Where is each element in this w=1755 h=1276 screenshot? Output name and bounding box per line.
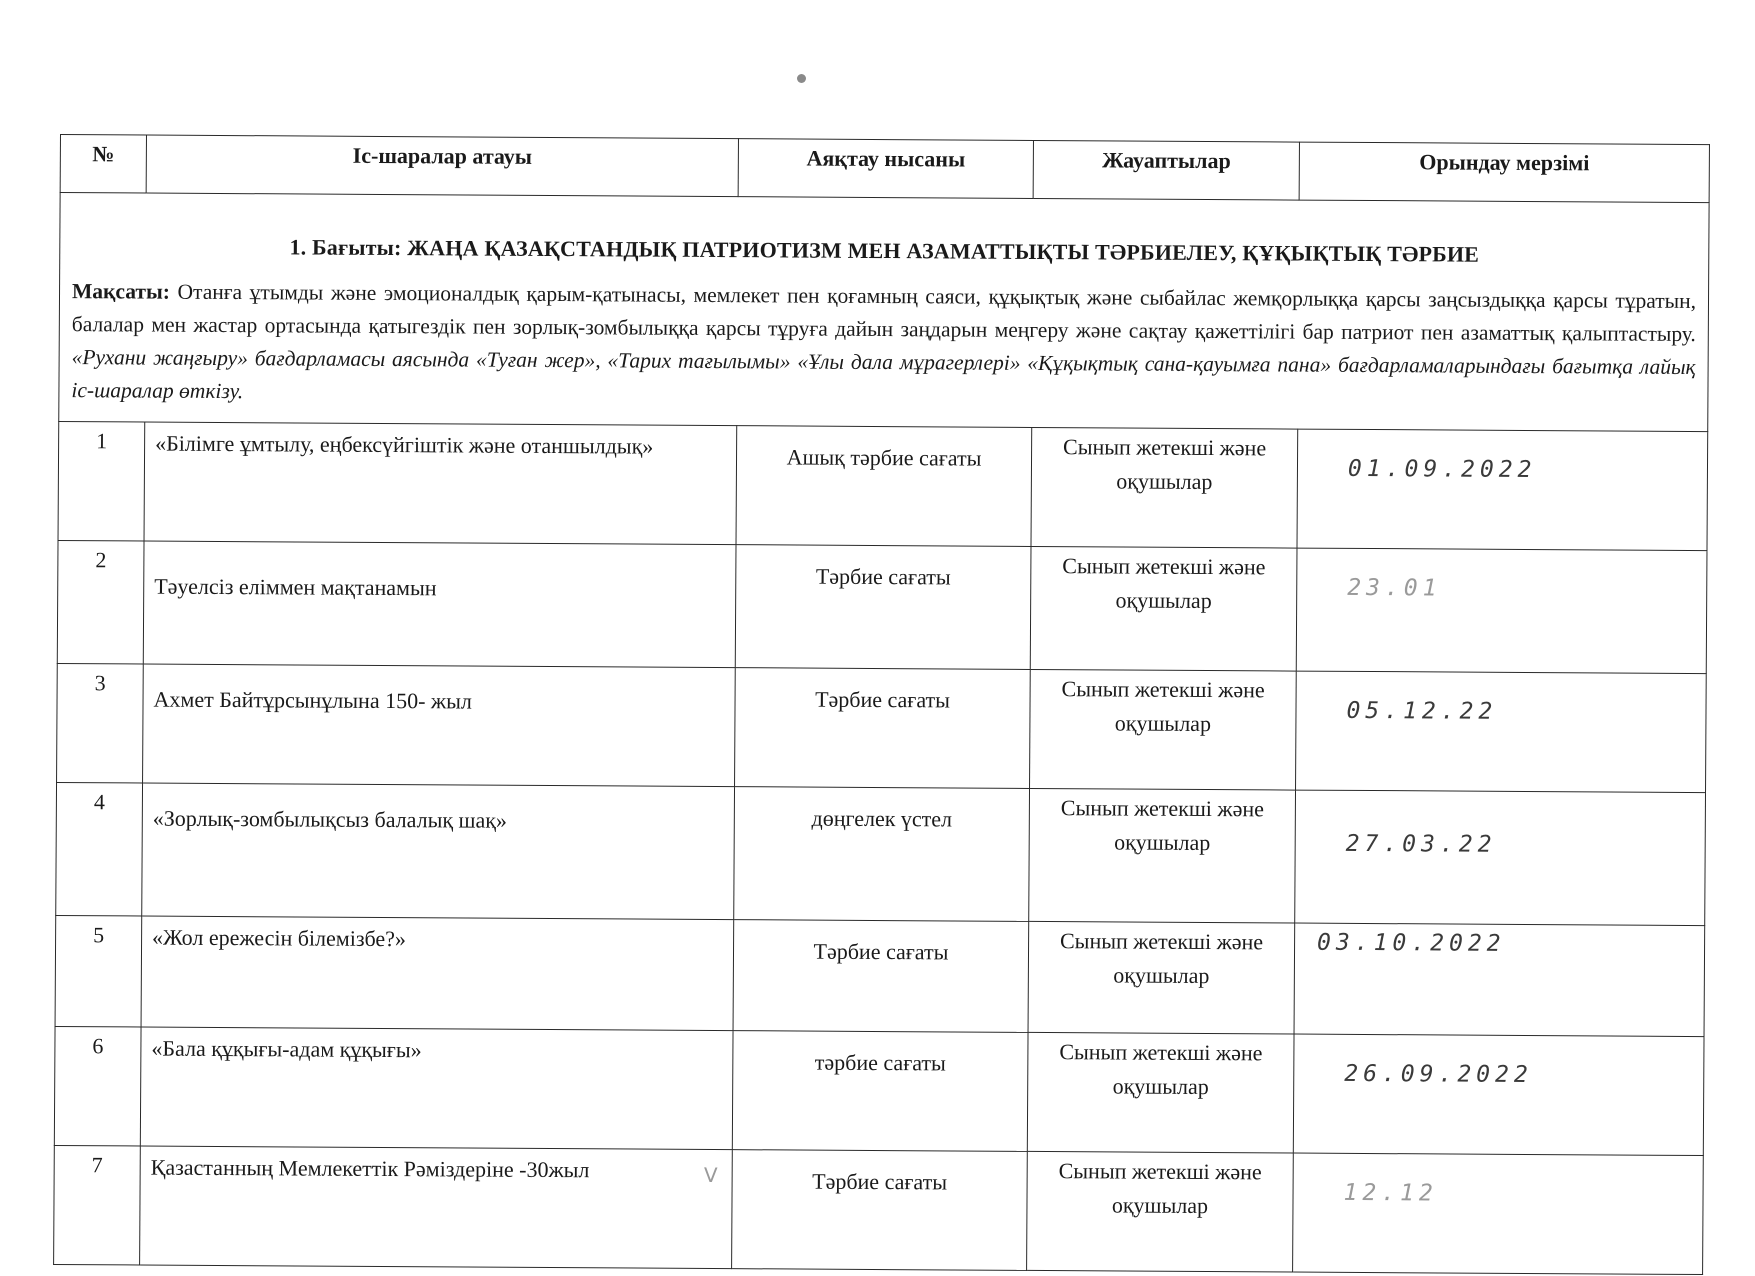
- table-header-row: [60, 135, 1709, 203]
- section-goal: [71, 275, 1696, 417]
- row-number: 1: [58, 421, 145, 541]
- row-completion-form: Тәрбие сағаты: [733, 920, 1029, 1033]
- row-event-name: Тәуелсіз еліммен мақтанамын: [143, 541, 736, 668]
- row-responsible: Сынып жетекші және оқушылар: [1029, 788, 1296, 923]
- header-responsible: Жауаптылар: [1033, 140, 1299, 200]
- row-responsible: Сынып жетекші және оқушылар: [1031, 427, 1298, 548]
- table-row: [57, 663, 1707, 792]
- section-cell: [59, 193, 1709, 432]
- row-handwritten-date: 27.03.22: [1295, 790, 1706, 926]
- row-number: 5: [55, 915, 142, 1027]
- row-event-name: «Зорлық-зомбылықсыз балалық шақ»: [142, 783, 735, 920]
- table-row: [55, 915, 1705, 1036]
- row-responsible: Сынып жетекші және оқушылар: [1030, 546, 1297, 671]
- header-event-name: Іс-шаралар атауы: [146, 135, 738, 197]
- row-event-name: [140, 1146, 733, 1269]
- row-number: 4: [56, 782, 143, 916]
- margin-check-mark: V: [703, 1162, 718, 1188]
- document-sheet: [53, 134, 1710, 1275]
- row-responsible: Сынып жетекші және оқушылар: [1028, 921, 1295, 1034]
- row-handwritten-date: 26.09.2022: [1293, 1034, 1704, 1156]
- row-number: 7: [54, 1145, 141, 1265]
- row-handwritten-date: 03.10.2022: [1294, 923, 1705, 1037]
- row-completion-form: Тәрбие сағаты: [732, 1150, 1028, 1271]
- row-event-name: «Білімге ұмтылу, еңбексүйгіштік және отаншылдық»: [144, 422, 737, 545]
- row-handwritten-date: 01.09.2022: [1297, 429, 1708, 551]
- row-handwritten-date: 23.01: [1296, 548, 1707, 674]
- events-plan-table: [53, 134, 1710, 1275]
- goal-text: Отанға ұтымды және эмоционалдық қарым-қатынасы, мемлекет пен қоғамның саяси, құқықтық және сыбайлас жемқорлыққа қарсы заңсыздыққа қарсы тұратын, балалар мен жастар ортасында қатыгездік пен зорлық-зомбылыққа қарсы тұруға дайын заңдарын меңгеру және сақтау қажеттілігі бар патриот пен азаматтық қалыптастыру.: [71, 279, 1697, 346]
- row-handwritten-date: 12.12: [1293, 1153, 1704, 1275]
- table-row: [54, 1026, 1704, 1155]
- header-completion-form: Аяқтау нысаны: [738, 139, 1033, 199]
- row-number: 2: [57, 540, 144, 664]
- row-completion-form: Тәрбие сағаты: [735, 545, 1031, 670]
- row-completion-form: тәрбие сағаты: [732, 1031, 1028, 1152]
- table-row: [58, 421, 1708, 550]
- row-completion-form: Ашық тәрбие сағаты: [736, 426, 1032, 547]
- header-number: №: [60, 135, 146, 194]
- section-row: [59, 193, 1709, 432]
- row-responsible: Сынып жетекші және оқушылар: [1027, 1032, 1294, 1153]
- row-responsible: Сынып жетекші және оқушылар: [1027, 1151, 1294, 1272]
- row-handwritten-date: 05.12.22: [1296, 671, 1707, 793]
- table-row: [57, 540, 1707, 673]
- goal-label: Мақсаты:: [71, 279, 171, 304]
- row-responsible: Сынып жетекші және оқушылар: [1030, 669, 1297, 790]
- goal-italic-text: «Рухани жаңғыру» бағдарламасы аясында «Туған жер», «Тарих тағылымы» «Ұлы дала мұрагерлері» «Құқықтық сана-қауымға пана» бағдарламаларындағы бағытқа лайық іс-шаралар өткізу.: [71, 345, 1696, 404]
- row-event-name: «Бала құқығы-адам құқығы»: [140, 1027, 733, 1150]
- row-event-name: Ахмет Байтұрсынұлына 150- жыл: [143, 664, 736, 787]
- header-deadline: Орындау мерзімі: [1299, 142, 1709, 203]
- row-number: 6: [54, 1026, 141, 1146]
- punch-hole-mark: [797, 74, 806, 83]
- row-completion-form: Тәрбие сағаты: [735, 668, 1031, 789]
- table-row: [56, 782, 1706, 925]
- row-completion-form: дөңгелек үстел: [734, 787, 1030, 922]
- row-event-name: «Жол ережесін білемізбе?»: [141, 916, 734, 1031]
- section-title: 1. Бағыты: ЖАҢА ҚАЗАҚСТАНДЫҚ ПАТРИОТИЗМ МЕН АЗАМАТТЫҚТЫ ТӘРБИЕЛЕУ, ҚҰҚЫҚТЫҚ ТӘРБИЕ: [289, 234, 1480, 267]
- row-number: 3: [57, 663, 144, 783]
- row-event-name-text: Қазастанның Мемлекеттік Рәміздеріне -30жыл: [150, 1154, 590, 1183]
- table-row: [54, 1145, 1704, 1274]
